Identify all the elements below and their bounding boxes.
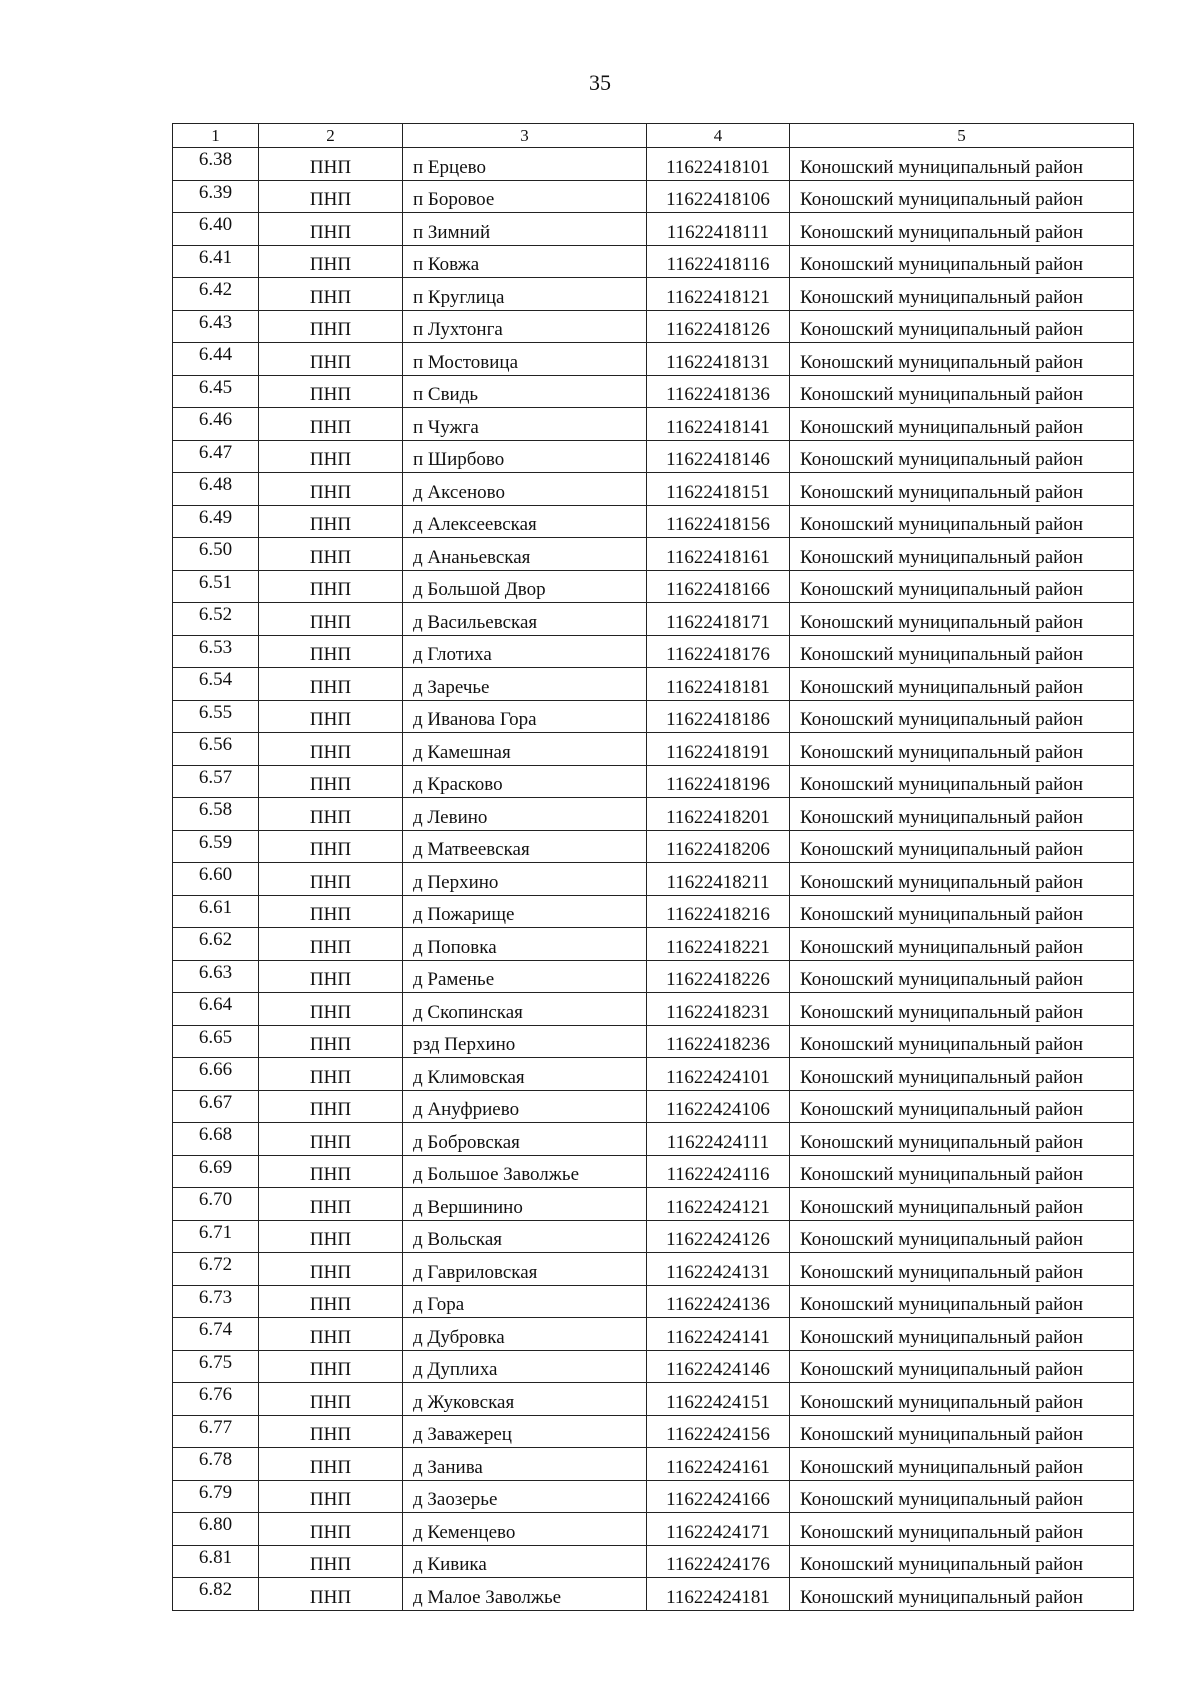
oktmo-code: 11622418171 xyxy=(647,603,790,636)
oktmo-code: 11622424121 xyxy=(647,1188,790,1221)
district-name: Коношский муниципальный район xyxy=(790,278,1134,311)
settlement-type: ПНП xyxy=(259,538,403,571)
settlement-type: ПНП xyxy=(259,1513,403,1546)
row-number: 6.60 xyxy=(173,863,259,896)
settlement-name: д Дуплиха xyxy=(403,1350,647,1383)
oktmo-code: 11622418141 xyxy=(647,408,790,441)
oktmo-code: 11622424151 xyxy=(647,1383,790,1416)
table-row xyxy=(173,148,1134,181)
row-number: 6.39 xyxy=(173,180,259,213)
oktmo-code: 11622424156 xyxy=(647,1415,790,1448)
settlement-name: д Занива xyxy=(403,1448,647,1481)
table-row xyxy=(173,180,1134,213)
table-row xyxy=(173,798,1134,831)
settlement-name: рзд Перхино xyxy=(403,1025,647,1058)
oktmo-code: 11622418211 xyxy=(647,863,790,896)
row-number: 6.74 xyxy=(173,1318,259,1351)
row-number: 6.66 xyxy=(173,1058,259,1091)
settlement-name: д Глотиха xyxy=(403,635,647,668)
table-row xyxy=(173,1253,1134,1286)
row-number: 6.53 xyxy=(173,635,259,668)
district-name: Коношский муниципальный район xyxy=(790,830,1134,863)
settlement-name: п Боровое xyxy=(403,180,647,213)
district-name: Коношский муниципальный район xyxy=(790,765,1134,798)
settlement-type: ПНП xyxy=(259,278,403,311)
header-row xyxy=(173,124,1134,148)
oktmo-code: 11622424161 xyxy=(647,1448,790,1481)
column-header-3: 3 xyxy=(403,124,647,148)
oktmo-code: 11622424166 xyxy=(647,1480,790,1513)
district-name: Коношский муниципальный район xyxy=(790,440,1134,473)
table-row xyxy=(173,570,1134,603)
settlement-name: д Перхино xyxy=(403,863,647,896)
district-name: Коношский муниципальный район xyxy=(790,1155,1134,1188)
settlement-type: ПНП xyxy=(259,700,403,733)
row-number: 6.56 xyxy=(173,733,259,766)
district-name: Коношский муниципальный район xyxy=(790,1480,1134,1513)
row-number: 6.41 xyxy=(173,245,259,278)
settlement-type: ПНП xyxy=(259,1155,403,1188)
table-row xyxy=(173,310,1134,343)
settlement-name: п Лухтонга xyxy=(403,310,647,343)
district-name: Коношский муниципальный район xyxy=(790,1318,1134,1351)
table-row xyxy=(173,375,1134,408)
settlement-name: д Иванова Гора xyxy=(403,700,647,733)
district-name: Коношский муниципальный район xyxy=(790,863,1134,896)
row-number: 6.42 xyxy=(173,278,259,311)
district-name: Коношский муниципальный район xyxy=(790,245,1134,278)
column-header-4: 4 xyxy=(647,124,790,148)
row-number: 6.59 xyxy=(173,830,259,863)
table-row xyxy=(173,863,1134,896)
district-name: Коношский муниципальный район xyxy=(790,570,1134,603)
settlement-type: ПНП xyxy=(259,148,403,181)
row-number: 6.67 xyxy=(173,1090,259,1123)
settlement-name: п Ерцево xyxy=(403,148,647,181)
oktmo-code: 11622418226 xyxy=(647,960,790,993)
settlement-type: ПНП xyxy=(259,928,403,961)
row-number: 6.68 xyxy=(173,1123,259,1156)
oktmo-code: 11622424131 xyxy=(647,1253,790,1286)
table-row xyxy=(173,603,1134,636)
row-number: 6.46 xyxy=(173,408,259,441)
table-row xyxy=(173,1545,1134,1578)
table-row xyxy=(173,1155,1134,1188)
row-number: 6.49 xyxy=(173,505,259,538)
settlement-name: п Зимний xyxy=(403,213,647,246)
district-name: Коношский муниципальный район xyxy=(790,1448,1134,1481)
settlement-type: ПНП xyxy=(259,603,403,636)
district-name: Коношский муниципальный район xyxy=(790,700,1134,733)
settlement-type: ПНП xyxy=(259,343,403,376)
district-name: Коношский муниципальный район xyxy=(790,733,1134,766)
row-number: 6.65 xyxy=(173,1025,259,1058)
table-row xyxy=(173,1383,1134,1416)
row-number: 6.69 xyxy=(173,1155,259,1188)
oktmo-code: 11622418196 xyxy=(647,765,790,798)
column-header-2: 2 xyxy=(259,124,403,148)
district-name: Коношский муниципальный район xyxy=(790,1350,1134,1383)
district-name: Коношский муниципальный район xyxy=(790,635,1134,668)
row-number: 6.64 xyxy=(173,993,259,1026)
oktmo-code: 11622418126 xyxy=(647,310,790,343)
oktmo-code: 11622424106 xyxy=(647,1090,790,1123)
settlement-type: ПНП xyxy=(259,440,403,473)
row-number: 6.45 xyxy=(173,375,259,408)
oktmo-code: 11622418206 xyxy=(647,830,790,863)
district-name: Коношский муниципальный район xyxy=(790,343,1134,376)
row-number: 6.43 xyxy=(173,310,259,343)
table-row xyxy=(173,733,1134,766)
settlement-name: д Гавриловская xyxy=(403,1253,647,1286)
table-row xyxy=(173,245,1134,278)
oktmo-code: 11622424101 xyxy=(647,1058,790,1091)
oktmo-code: 11622418221 xyxy=(647,928,790,961)
table-row xyxy=(173,1285,1134,1318)
settlement-name: д Гора xyxy=(403,1285,647,1318)
table-row xyxy=(173,668,1134,701)
oktmo-code: 11622424176 xyxy=(647,1545,790,1578)
settlement-type: ПНП xyxy=(259,830,403,863)
settlement-type: ПНП xyxy=(259,570,403,603)
settlement-name: д Аксеново xyxy=(403,473,647,506)
settlement-name: д Камешная xyxy=(403,733,647,766)
row-number: 6.55 xyxy=(173,700,259,733)
settlement-type: ПНП xyxy=(259,180,403,213)
settlement-type: ПНП xyxy=(259,1545,403,1578)
oktmo-code: 11622418136 xyxy=(647,375,790,408)
settlement-name: д Бобровская xyxy=(403,1123,647,1156)
settlement-type: ПНП xyxy=(259,635,403,668)
row-number: 6.38 xyxy=(173,148,259,181)
settlement-type: ПНП xyxy=(259,1383,403,1416)
settlement-name: п Мостовица xyxy=(403,343,647,376)
settlement-name: д Заважерец xyxy=(403,1415,647,1448)
settlement-type: ПНП xyxy=(259,1415,403,1448)
oktmo-code: 11622418111 xyxy=(647,213,790,246)
table-body xyxy=(173,148,1134,1611)
settlement-name: д Заозерье xyxy=(403,1480,647,1513)
oktmo-code: 11622418156 xyxy=(647,505,790,538)
table-row xyxy=(173,343,1134,376)
oktmo-code: 11622418121 xyxy=(647,278,790,311)
table-row xyxy=(173,895,1134,928)
table-row xyxy=(173,993,1134,1026)
settlement-type: ПНП xyxy=(259,863,403,896)
district-name: Коношский муниципальный район xyxy=(790,993,1134,1026)
row-number: 6.54 xyxy=(173,668,259,701)
settlement-name: д Большое Заволжье xyxy=(403,1155,647,1188)
row-number: 6.52 xyxy=(173,603,259,636)
oktmo-code: 11622418166 xyxy=(647,570,790,603)
settlement-type: ПНП xyxy=(259,993,403,1026)
oktmo-code: 11622418146 xyxy=(647,440,790,473)
settlement-name: д Раменье xyxy=(403,960,647,993)
oktmo-code: 11622424116 xyxy=(647,1155,790,1188)
oktmo-code: 11622418151 xyxy=(647,473,790,506)
oktmo-code: 11622418101 xyxy=(647,148,790,181)
table-row xyxy=(173,213,1134,246)
settlement-type: ПНП xyxy=(259,1220,403,1253)
settlement-name: д Ананьевская xyxy=(403,538,647,571)
table-row xyxy=(173,408,1134,441)
settlement-type: ПНП xyxy=(259,765,403,798)
table-row xyxy=(173,1480,1134,1513)
oktmo-code: 11622424111 xyxy=(647,1123,790,1156)
table-row xyxy=(173,505,1134,538)
settlement-type: ПНП xyxy=(259,1058,403,1091)
district-name: Коношский муниципальный район xyxy=(790,1188,1134,1221)
row-number: 6.47 xyxy=(173,440,259,473)
row-number: 6.81 xyxy=(173,1545,259,1578)
settlement-name: д Васильевская xyxy=(403,603,647,636)
row-number: 6.80 xyxy=(173,1513,259,1546)
settlement-type: ПНП xyxy=(259,375,403,408)
row-number: 6.82 xyxy=(173,1578,259,1611)
district-name: Коношский муниципальный район xyxy=(790,1220,1134,1253)
row-number: 6.71 xyxy=(173,1220,259,1253)
table-row xyxy=(173,765,1134,798)
district-name: Коношский муниципальный район xyxy=(790,928,1134,961)
row-number: 6.62 xyxy=(173,928,259,961)
row-number: 6.79 xyxy=(173,1480,259,1513)
settlement-name: д Пожарище xyxy=(403,895,647,928)
settlement-type: ПНП xyxy=(259,1285,403,1318)
table-row xyxy=(173,700,1134,733)
table-row xyxy=(173,1578,1134,1611)
settlement-name: п Свидь xyxy=(403,375,647,408)
district-name: Коношский муниципальный район xyxy=(790,1123,1134,1156)
settlement-type: ПНП xyxy=(259,213,403,246)
table-row xyxy=(173,1350,1134,1383)
table-row xyxy=(173,473,1134,506)
table-header xyxy=(173,124,1134,148)
row-number: 6.76 xyxy=(173,1383,259,1416)
settlement-type: ПНП xyxy=(259,733,403,766)
district-name: Коношский муниципальный район xyxy=(790,180,1134,213)
row-number: 6.40 xyxy=(173,213,259,246)
settlement-name: п Чужга xyxy=(403,408,647,441)
oktmo-code: 11622424141 xyxy=(647,1318,790,1351)
column-header-5: 5 xyxy=(790,124,1134,148)
district-name: Коношский муниципальный район xyxy=(790,213,1134,246)
settlement-type: ПНП xyxy=(259,1025,403,1058)
settlement-type: ПНП xyxy=(259,310,403,343)
settlement-name: д Малое Заволжье xyxy=(403,1578,647,1611)
settlement-name: п Ширбово xyxy=(403,440,647,473)
settlement-type: ПНП xyxy=(259,1318,403,1351)
settlement-name: д Поповка xyxy=(403,928,647,961)
settlement-name: д Скопинская xyxy=(403,993,647,1026)
settlement-type: ПНП xyxy=(259,1480,403,1513)
settlement-type: ПНП xyxy=(259,668,403,701)
settlement-name: д Вершинино xyxy=(403,1188,647,1221)
settlement-type: ПНП xyxy=(259,1090,403,1123)
district-name: Коношский муниципальный район xyxy=(790,668,1134,701)
row-number: 6.78 xyxy=(173,1448,259,1481)
district-name: Коношский муниципальный район xyxy=(790,1415,1134,1448)
settlement-name: д Вольская xyxy=(403,1220,647,1253)
district-name: Коношский муниципальный район xyxy=(790,1025,1134,1058)
oktmo-code: 11622418231 xyxy=(647,993,790,1026)
oktmo-code: 11622418106 xyxy=(647,180,790,213)
table-row xyxy=(173,278,1134,311)
oktmo-code: 11622418116 xyxy=(647,245,790,278)
oktmo-code: 11622418181 xyxy=(647,668,790,701)
settlement-type: ПНП xyxy=(259,408,403,441)
settlement-type: ПНП xyxy=(259,1253,403,1286)
settlement-type: ПНП xyxy=(259,798,403,831)
row-number: 6.61 xyxy=(173,895,259,928)
table-row xyxy=(173,830,1134,863)
district-name: Коношский муниципальный район xyxy=(790,1253,1134,1286)
district-name: Коношский муниципальный район xyxy=(790,603,1134,636)
table-row xyxy=(173,1058,1134,1091)
settlement-name: д Ануфриево xyxy=(403,1090,647,1123)
oktmo-code: 11622418176 xyxy=(647,635,790,668)
table-row xyxy=(173,538,1134,571)
district-name: Коношский муниципальный район xyxy=(790,1545,1134,1578)
settlement-name: д Климовская xyxy=(403,1058,647,1091)
oktmo-code: 11622418161 xyxy=(647,538,790,571)
table-row xyxy=(173,440,1134,473)
settlement-name: д Дубровка xyxy=(403,1318,647,1351)
row-number: 6.63 xyxy=(173,960,259,993)
oktmo-code: 11622424126 xyxy=(647,1220,790,1253)
table-row xyxy=(173,1188,1134,1221)
row-number: 6.77 xyxy=(173,1415,259,1448)
district-name: Коношский муниципальный район xyxy=(790,1285,1134,1318)
row-number: 6.44 xyxy=(173,343,259,376)
table-row xyxy=(173,1025,1134,1058)
settlement-type: ПНП xyxy=(259,1350,403,1383)
oktmo-code: 11622424136 xyxy=(647,1285,790,1318)
settlement-name: д Матвеевская xyxy=(403,830,647,863)
oktmo-code: 11622418186 xyxy=(647,700,790,733)
row-number: 6.70 xyxy=(173,1188,259,1221)
district-name: Коношский муниципальный район xyxy=(790,895,1134,928)
settlements-table xyxy=(172,123,1134,1611)
settlement-type: ПНП xyxy=(259,895,403,928)
row-number: 6.48 xyxy=(173,473,259,506)
oktmo-code: 11622418216 xyxy=(647,895,790,928)
table-row xyxy=(173,635,1134,668)
oktmo-code: 11622424146 xyxy=(647,1350,790,1383)
settlement-name: д Заречье xyxy=(403,668,647,701)
table-row xyxy=(173,1318,1134,1351)
oktmo-code: 11622418191 xyxy=(647,733,790,766)
district-name: Коношский муниципальный район xyxy=(790,505,1134,538)
district-name: Коношский муниципальный район xyxy=(790,310,1134,343)
table-row xyxy=(173,960,1134,993)
column-header-1: 1 xyxy=(173,124,259,148)
table-row xyxy=(173,1123,1134,1156)
district-name: Коношский муниципальный район xyxy=(790,960,1134,993)
oktmo-code: 11622418236 xyxy=(647,1025,790,1058)
settlement-type: ПНП xyxy=(259,1188,403,1221)
row-number: 6.72 xyxy=(173,1253,259,1286)
oktmo-code: 11622418201 xyxy=(647,798,790,831)
settlement-name: д Кивика xyxy=(403,1545,647,1578)
settlement-name: п Круглица xyxy=(403,278,647,311)
row-number: 6.75 xyxy=(173,1350,259,1383)
district-name: Коношский муниципальный район xyxy=(790,408,1134,441)
district-name: Коношский муниципальный район xyxy=(790,1513,1134,1546)
settlement-name: д Левино xyxy=(403,798,647,831)
settlement-type: ПНП xyxy=(259,960,403,993)
row-number: 6.51 xyxy=(173,570,259,603)
district-name: Коношский муниципальный район xyxy=(790,375,1134,408)
district-name: Коношский муниципальный район xyxy=(790,1578,1134,1611)
settlement-type: ПНП xyxy=(259,473,403,506)
row-number: 6.58 xyxy=(173,798,259,831)
settlement-name: п Ковжа xyxy=(403,245,647,278)
district-name: Коношский муниципальный район xyxy=(790,538,1134,571)
settlement-name: д Алексеевская xyxy=(403,505,647,538)
table-row xyxy=(173,1220,1134,1253)
settlement-name: д Жуковская xyxy=(403,1383,647,1416)
table-row xyxy=(173,1415,1134,1448)
district-name: Коношский муниципальный район xyxy=(790,798,1134,831)
district-name: Коношский муниципальный район xyxy=(790,148,1134,181)
row-number: 6.57 xyxy=(173,765,259,798)
settlement-type: ПНП xyxy=(259,1123,403,1156)
table-row xyxy=(173,1513,1134,1546)
settlement-type: ПНП xyxy=(259,1448,403,1481)
district-name: Коношский муниципальный район xyxy=(790,1090,1134,1123)
table-row xyxy=(173,1090,1134,1123)
settlement-name: д Красково xyxy=(403,765,647,798)
table-row xyxy=(173,928,1134,961)
row-number: 6.73 xyxy=(173,1285,259,1318)
row-number: 6.50 xyxy=(173,538,259,571)
oktmo-code: 11622424171 xyxy=(647,1513,790,1546)
page-number: 35 xyxy=(589,70,611,95)
oktmo-code: 11622418131 xyxy=(647,343,790,376)
settlement-name: д Кеменцево xyxy=(403,1513,647,1546)
settlement-type: ПНП xyxy=(259,1578,403,1611)
oktmo-code: 11622424181 xyxy=(647,1578,790,1611)
table-row xyxy=(173,1448,1134,1481)
settlement-name: д Большой Двор xyxy=(403,570,647,603)
district-name: Коношский муниципальный район xyxy=(790,473,1134,506)
district-name: Коношский муниципальный район xyxy=(790,1058,1134,1091)
settlement-type: ПНП xyxy=(259,245,403,278)
settlement-type: ПНП xyxy=(259,505,403,538)
district-name: Коношский муниципальный район xyxy=(790,1383,1134,1416)
